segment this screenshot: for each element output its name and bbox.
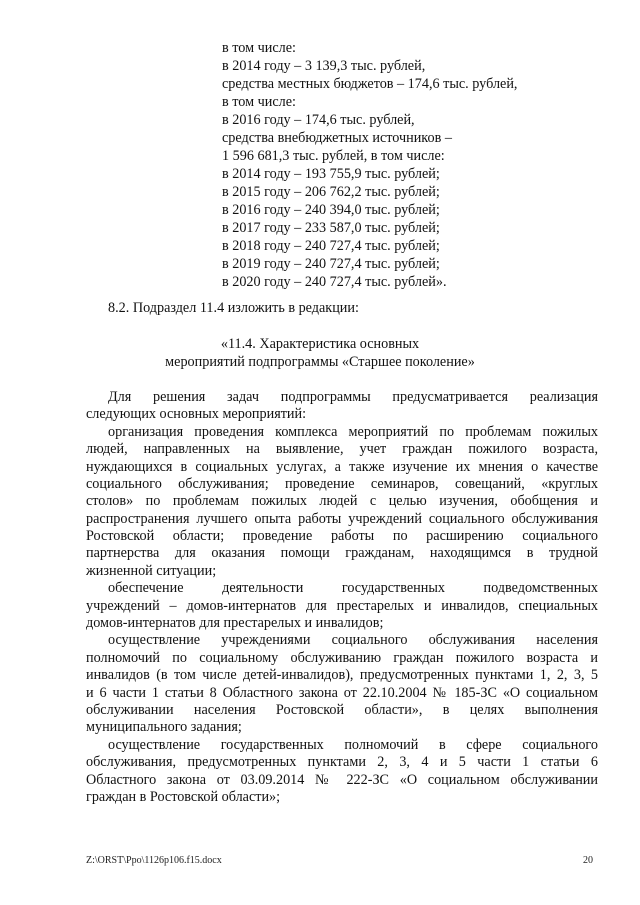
budget-line: в том числе: [222,94,296,110]
paragraph-line: социального обслуживания; проведение семинаров, совещаний, «круглых [86,476,598,492]
paragraph-line: обслуживании населения Ростовской области», в целях выполнения [86,702,598,718]
budget-line: в 2020 году – 240 727,4 тыс. рублей». [222,274,447,290]
budget-line: в 2014 году – 193 755,9 тыс. рублей; [222,166,440,182]
paragraph-line: Для решения задач подпрограммы предусматривается реализация [108,389,598,405]
paragraph-line: нуждающихся в социальных услугах, а также изучение их мнения о качестве [86,459,598,475]
paragraph-line: людей, направленных на выявление, учет граждан пожилого возраста, [86,441,598,457]
paragraph-line: домов-интернатов для престарелых и инвалидов; [86,615,384,631]
section-heading-line1: «11.4. Характеристика основных [220,336,420,352]
budget-line: в 2016 году – 240 394,0 тыс. рублей; [222,202,440,218]
budget-line: средства внебюджетных источников – [222,130,452,146]
paragraph-line: партнерства для оказания помощи гражданам, находящимся в трудной [86,545,598,561]
paragraph-line: распространения лучшего опыта работы учреждений социального обслуживания [86,511,598,527]
paragraph-line: учреждений – домов-интернатов для престарелых и инвалидов, специальных [86,598,598,614]
budget-line: в том числе: [222,40,296,56]
budget-line: 1 596 681,3 тыс. рублей, в том числе: [222,148,445,164]
paragraph-line: столов» по проблемам пожилых людей с целью изучения, обобщения и [86,493,598,509]
budget-line: в 2019 году – 240 727,4 тыс. рублей; [222,256,440,272]
budget-line: в 2015 году – 206 762,2 тыс. рублей; [222,184,440,200]
paragraph-line: осуществление учреждениями социального обслуживания населения [108,632,598,648]
paragraph-line: полномочий по социальному обслуживанию граждан пожилого возраста и [86,650,598,666]
paragraph-line: муниципального задания; [86,719,242,735]
section-item: 8.2. Подраздел 11.4 изложить в редакции: [108,300,359,316]
paragraph-line: Областного закона от 03.09.2014 № 222-ЗС «О социальном обслуживании [86,772,598,788]
footer-file-path: Z:\ORST\Ppo\1126p106.f15.docx [86,855,222,866]
budget-line: в 2017 году – 233 587,0 тыс. рублей; [222,220,440,236]
budget-line: средства местных бюджетов – 174,6 тыс. рублей, [222,76,518,92]
paragraph-line: инвалидов (в том числе детей-инвалидов), предусмотренных пунктами 1, 2, 3, 5 [86,667,598,683]
paragraph-line: Ростовской области; проведение работы по расширению социального [86,528,598,544]
paragraph-line: организация проведения комплекса мероприятий по проблемам пожилых [108,424,598,440]
paragraph-line: и 6 части 1 статьи 8 Областного закона от 22.10.2004 № 185-ЗС «О социальном [86,685,598,701]
budget-line: в 2016 году – 174,6 тыс. рублей, [222,112,415,128]
paragraph-line: осуществление государственных полномочий в сфере социального [108,737,598,753]
paragraph-line: жизненной ситуации; [86,563,217,579]
budget-line: в 2018 году – 240 727,4 тыс. рублей; [222,238,440,254]
paragraph-line: следующих основных мероприятий: [86,406,307,422]
paragraph-line: граждан в Ростовской области»; [86,789,281,805]
budget-line: в 2014 году – 3 139,3 тыс. рублей, [222,58,426,74]
section-heading-line2: мероприятий подпрограммы «Старшее поколение» [165,354,475,370]
paragraph-line: обеспечение деятельности государственных подведомственных [108,580,598,596]
page-number: 20 [583,855,593,866]
paragraph-line: обслуживания, предусмотренных пунктами 2, 3, 4 и 5 части 1 статьи 6 [86,754,598,770]
